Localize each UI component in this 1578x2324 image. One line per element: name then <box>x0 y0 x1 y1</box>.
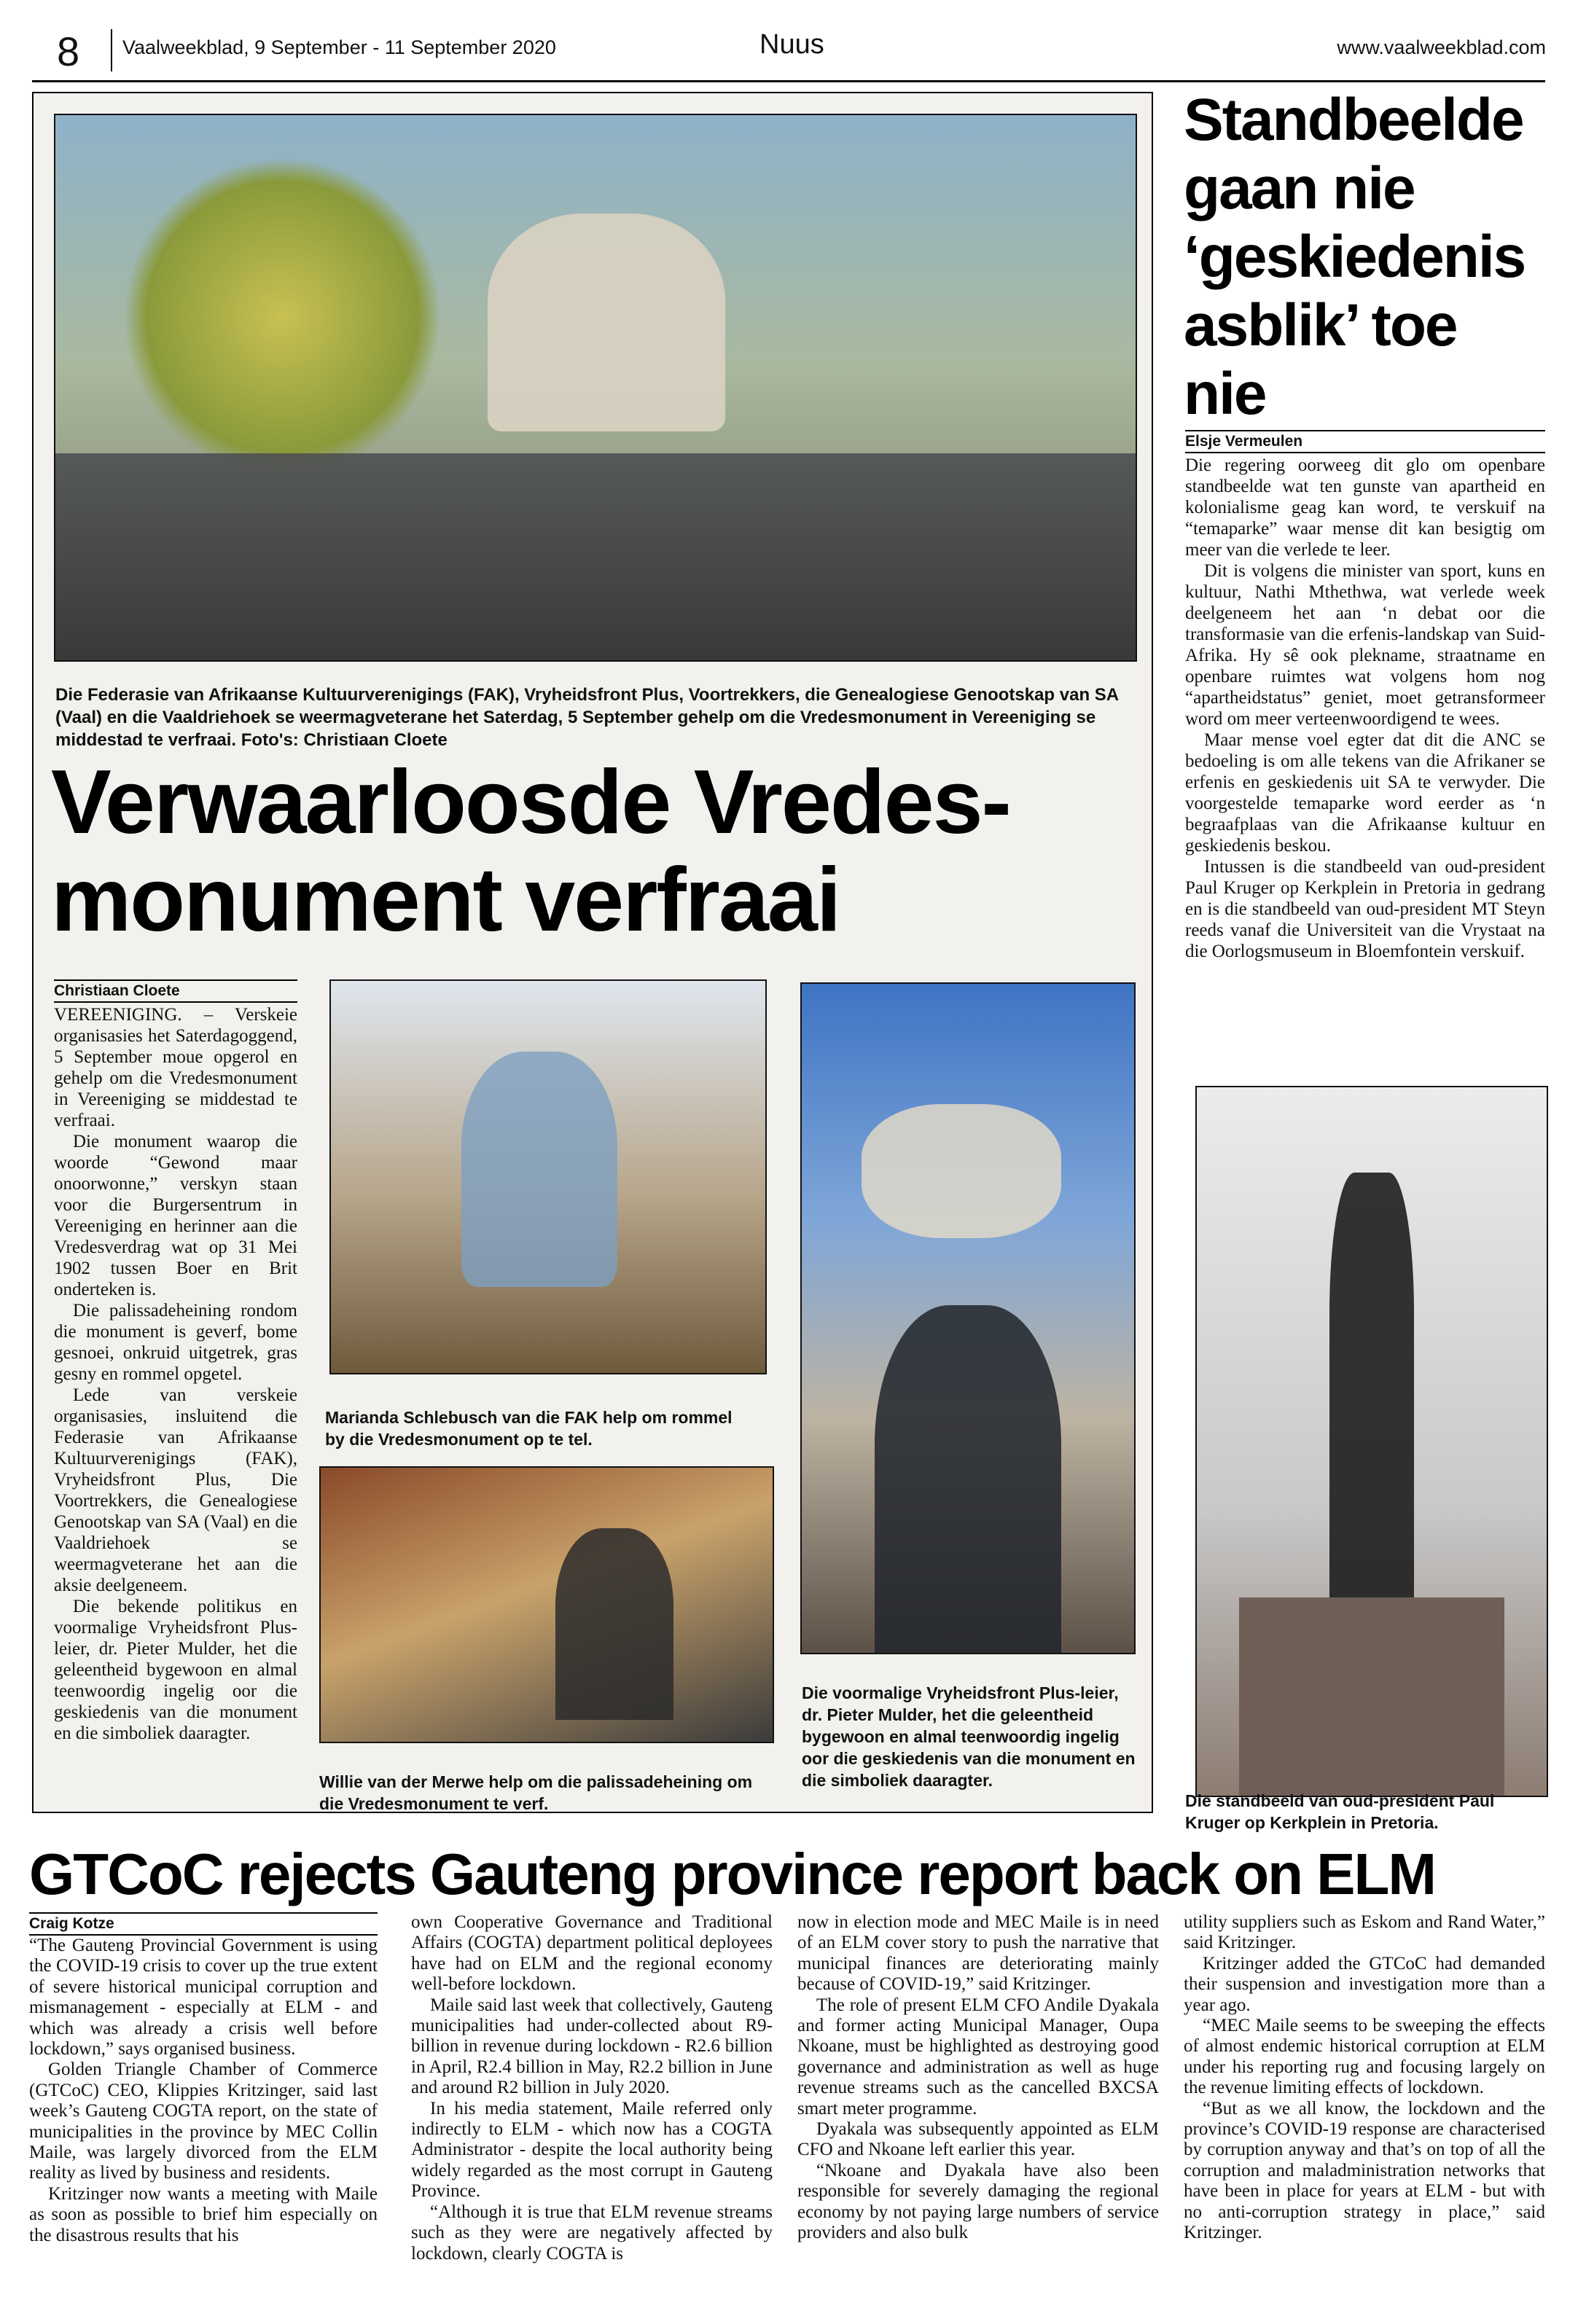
side-headline-line: ‘geskiedenis <box>1184 224 1526 290</box>
willie-caption: Willie van der Merwe help om die palissadeheining om die Vredesmonument te verf. <box>319 1772 753 1813</box>
kruger-caption: Die standbeeld van oud-president Paul Kruger op Kerkplein in Pretoria. <box>1185 1791 1495 1832</box>
bottom-col-4 <box>1184 1912 1545 2244</box>
bottom-paragraph: “Nkoane and Dyakala have also been responsible for severely damaging the regional economy by not paying large numbers of service providers and also bulk <box>797 2160 1159 2243</box>
main-byline: Christiaan Cloete <box>54 979 297 1003</box>
bottom-paragraph: utility suppliers such as Eskom and Rand Water,” said Kritzinger. <box>1184 1912 1545 1953</box>
bottom-paragraph: In his media statement, Maile referred only indirectly to ELM - which now has a COGTA Administrator - despite the local authority being widely regarded as the most corrupt in Gauteng Province. <box>411 2098 773 2202</box>
bottom-paragraph: own Cooperative Governance and Traditional Affairs (COGTA) department political deployees have had on ELM and the regional economy well-before lockdown. <box>411 1912 773 1995</box>
group-photo <box>54 114 1137 662</box>
willie-photo <box>319 1466 774 1743</box>
bottom-col-1 <box>29 1936 378 2246</box>
main-paragraph: Lede van verskeie organisasies, insluitend die Federasie van Afrikaanse Kultuurverenigings (FAK), Vryheidsfront Plus, Die Voortrekkers, die Genealogiese Genootskap van SA (Vaal) en die Vaaldriehoek se weermagveterane het aan die aksie deelgeneem. <box>54 1385 297 1595</box>
main-paragraph: Die bekende politikus en voormalige Vryheidsfront Plus-leier, dr. Pieter Mulder, het die geleentheid bygewoon en almal teenwoordig ingelig oor die geskiedenis van die monument en die simboliek daaragter. <box>54 1597 297 1743</box>
mulder-caption: Die voormalige Vryheidsfront Plus-leier, dr. Pieter Mulder, het die geleentheid bygewoon en almal teenwoordig ingelig oor die geskiedenis van die monument en die simboliek daaragter. <box>802 1683 1136 1790</box>
group-photo-caption: Die Federasie van Afrikaanse Kultuurverenigings (FAK), Vryheidsfront Plus, Voortrekkers, die Genealogiese Genootskap van SA (Vaal) en die Vaaldriehoek se weermagveterane het Saterdag, 5 September gehelp om die Vredesmonument in Vereeniging se middestad te verfraai. Foto's: Christiaan Cloete <box>55 685 1119 750</box>
side-headline <box>1184 86 1563 429</box>
bottom-paragraph: Maile said last week that collectively, Gauteng municipalities had under-collected about R9-billion in revenue during lockdown - R2.6 billion in April, R2.4 billion in May, R2.2 billion in June and around R2 billion in July 2020. <box>411 1995 773 2098</box>
main-headline-line1: Verwaarloosde Vredes- <box>51 752 1010 853</box>
marianda-photo <box>329 979 767 1374</box>
main-paragraph: Die monument waarop die woorde “Gewond maar onoorwonne,” verskyn staan voor die Burgersentrum in Vereeniging en herinner aan die Vredesverdrag wat op 31 Mei 1902 tussen Boer en Brit onderteken is. <box>54 1132 297 1299</box>
side-paragraph: Dit is volgens die minister van sport, kuns en kultuur, Nathi Mthethwa, wat verlede week deelgeneem het aan ‘n debat oor die transformasie van die erfenis-landskap van Suid-Afrika. Hy sê ook plekname, straatname en openbare ruimtes wat volgens hom nog “apartheidstatus” geniet, moet getransformeer word om meer verteenwoordigend te wees. <box>1185 561 1545 729</box>
bottom-paragraph: Dyakala was subsequently appointed as ELM CFO and Nkoane left earlier this year. <box>797 2119 1159 2160</box>
kruger-photo <box>1195 1086 1548 1797</box>
side-paragraph: Intussen is die standbeeld van oud-president Paul Kruger op Kerkplein in Pretoria in gedrang en is die standbeeld van oud-president MT Steyn reeds vanaf die Universiteit van die Vrystaat na die Oorlogsmuseum in Bloemfontein verskuif. <box>1185 857 1545 961</box>
bottom-byline: Craig Kotze <box>29 1912 378 1936</box>
side-headline-line: gaan nie <box>1184 155 1415 222</box>
bottom-paragraph: now in election mode and MEC Maile is in need of an ELM cover story to push the narrative that municipal finances are deteriorating mainly because of COVID-19,” said Kritzinger. <box>797 1912 1159 1995</box>
marianda-caption: Marianda Schlebusch van die FAK help om rommel by die Vredesmonument op te tel. <box>325 1408 733 1449</box>
side-headline-line: Standbeelde <box>1184 87 1523 153</box>
mulder-photo <box>800 982 1136 1654</box>
main-paragraph: Die palissadeheining rondom die monument is geverf, bome gesnoei, onkruid uitgetrek, gras gesny en rommel opgetel. <box>54 1301 297 1384</box>
bottom-col-2 <box>411 1912 773 2264</box>
bottom-paragraph: “Although it is true that ELM revenue streams such as they were are negatively affected by lockdown, clearly COGTA is <box>411 2202 773 2264</box>
bottom-col-3 <box>797 1912 1159 2244</box>
bottom-headline: GTCoC rejects Gauteng province report back on ELM <box>29 1842 1436 1906</box>
main-body <box>54 1004 297 1744</box>
side-paragraph: Die regering oorweeg dit glo om openbare standbeelde wat ten gunste van apartheid en kolonialisme geag kan word, te verskuif na “temaparke” waar mense dit kan besigtig om meer van die verlede te leer. <box>1185 455 1545 560</box>
bottom-paragraph: “But as we all know, the lockdown and the province’s COVID-19 response are characterised by corruption anyway and that’s on top of all the corruption and maladministration networks that have been in place for years at ELM - but with no anti-corruption strategy in place,” said Kritzinger. <box>1184 2098 1545 2243</box>
main-paragraph: VEREENIGING. – Verskeie organisasies het Saterdagoggend, 5 September moue opgerol en gehelp om die Vredesmonument in Vereeniging se middestad te verfraai. <box>54 1005 297 1130</box>
bottom-paragraph: The role of present ELM CFO Andile Dyakala and former acting Municipal Manager, Oupa Nkoane, must be highlighted as destroying good governance and administration as well as huge revenue streams such as the cancelled BXCSA smart meter programme. <box>797 1995 1159 2118</box>
side-body <box>1185 455 1545 962</box>
header-rule <box>32 80 1545 82</box>
side-headline-line: nie <box>1184 361 1266 427</box>
website-link[interactable]: www.vaalweekblad.com <box>1337 36 1546 58</box>
bottom-paragraph: Golden Triangle Chamber of Commerce (GTCoC) CEO, Klippies Kritzinger, said last week’s Gauteng COGTA report, on the state of municipalities in the province by MEC Collin Maile, was largely divorced from the ELM reality as lived by business and residents. <box>29 2059 378 2183</box>
side-headline-line: asblik’ toe <box>1184 292 1457 359</box>
publication-info: Vaalweekblad, 9 September - 11 September 2020 <box>122 36 556 58</box>
section-label: Nuus <box>759 29 824 60</box>
bottom-paragraph: “MEC Maile seems to be sweeping the effects of almost endemic historical corruption at ELM under his reporting rug and focusing largely on the revenue limiting effects of lockdown. <box>1184 2016 1545 2098</box>
bottom-paragraph: Kritzinger added the GTCoC had demanded their suspension and investigation more than a year ago. <box>1184 1953 1545 2015</box>
bottom-paragraph: “The Gauteng Provincial Government is using the COVID-19 crisis to cover up the true extent of severe historical municipal corruption and mismanagement - especially at ELM - and which was already a crisis well before lockdown,” says organised business. <box>29 1936 378 2059</box>
side-byline: Elsje Vermeulen <box>1185 430 1545 453</box>
side-paragraph: Maar mense voel egter dat dit die ANC se bedoeling is om alle tekens van die Afrikaner se erfenis en geskiedenis uit SA te verwyder. Die voorgestelde temaparke word eerder as ‘n begraafplaas van die Afrikaanse kultuur en geskiedenis beskou. <box>1185 730 1545 856</box>
main-headline-line2: monument verfraai <box>51 850 840 950</box>
header-divider <box>111 29 112 71</box>
page-number: 8 <box>57 28 80 74</box>
bottom-paragraph: Kritzinger now wants a meeting with Maile as soon as possible to brief him especially on the disastrous results that his <box>29 2183 378 2245</box>
